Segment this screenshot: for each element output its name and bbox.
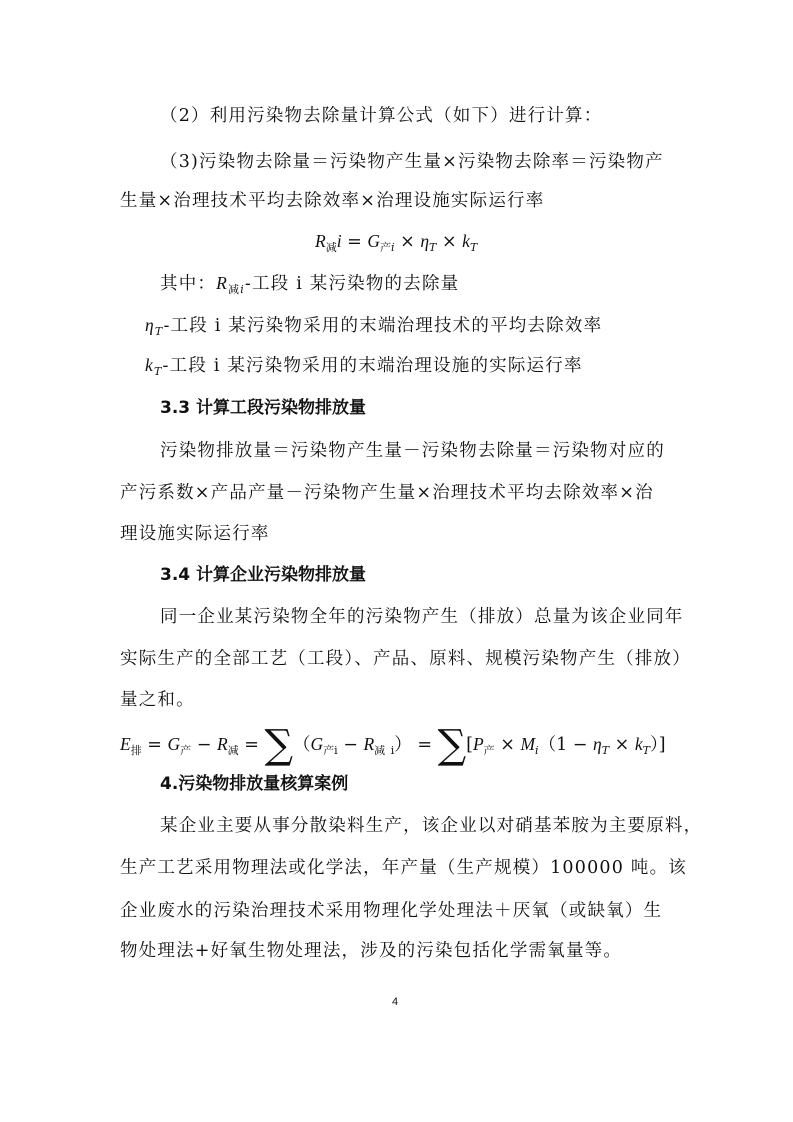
section-heading-3-3: 3.3 计算工段污染物排放量 [160, 398, 367, 418]
formula-emission: $E_排 = G_产 - R_减 = \sum(G_{产i} - R_减$ $_i) = \sum[P_产 \times M_i(1 - \eta_T \times k_T)]$ [120, 722, 666, 768]
section-4-line-2: 生产工艺采用物理法或化学法，年产量（生产规模）100000 吨。该 [120, 858, 687, 878]
section-4-line-3: 企业废水的污染治理技术采用物理化学处理法＋厌氧（或缺氧）生 [120, 901, 663, 921]
section-3-4-line-3: 量之和。 [120, 690, 195, 710]
definition-k: $k_T-$工段 i 某污染物采用的末端治理设施的实际运行率 [145, 355, 583, 378]
section-3-3-line-1: 污染物排放量＝污染物产生量－污染物去除量＝污染物对应的 [160, 441, 665, 461]
page-number: 4 [392, 996, 399, 1008]
section-heading-4: 4.污染物排放量核算案例 [160, 774, 349, 794]
section-3-4-line-2: 实际生产的全部工艺（工段）、产品、原料、规模污染物产生（排放） [120, 649, 691, 669]
section-3-3-line-2: 产污系数×产品产量－污染物产生量×治理技术平均去除效率×治 [120, 483, 654, 503]
definition-r: 其中：$R_{减i}-$工段 i 某污染物的去除量 [160, 273, 460, 296]
section-4-line-4: 物处理法+好氧生物处理法，涉及的污染包括化学需氧量等。 [120, 941, 623, 961]
section-3-3-line-3: 理设施实际运行率 [120, 524, 270, 544]
definition-eta: $\eta_T-$工段 i 某污染物采用的末端治理技术的平均去除效率 [145, 315, 603, 338]
section-3-4-line-1: 同一企业某污染物全年的污染物产生（排放）总量为该企业同年 [160, 607, 684, 627]
formula-removal: $R_减i = G_{产i} \times \eta_T \times k_T$ [315, 231, 478, 254]
section-4-line-1: 某企业主要从事分散染料生产，该企业以对硝基苯胺为主要原料， [160, 816, 703, 836]
paragraph-step-3-line-2: 生量×治理技术平均去除效率×治理设施实际运行率 [120, 191, 545, 211]
section-heading-3-4: 3.4 计算企业污染物排放量 [160, 565, 367, 585]
paragraph-step-2: （2）利用污染物去除量计算公式（如下）进行计算： [160, 106, 603, 126]
paragraph-step-3-line-1: （3)污染物去除量＝污染物产生量×污染物去除率＝污染物产 [160, 152, 664, 172]
